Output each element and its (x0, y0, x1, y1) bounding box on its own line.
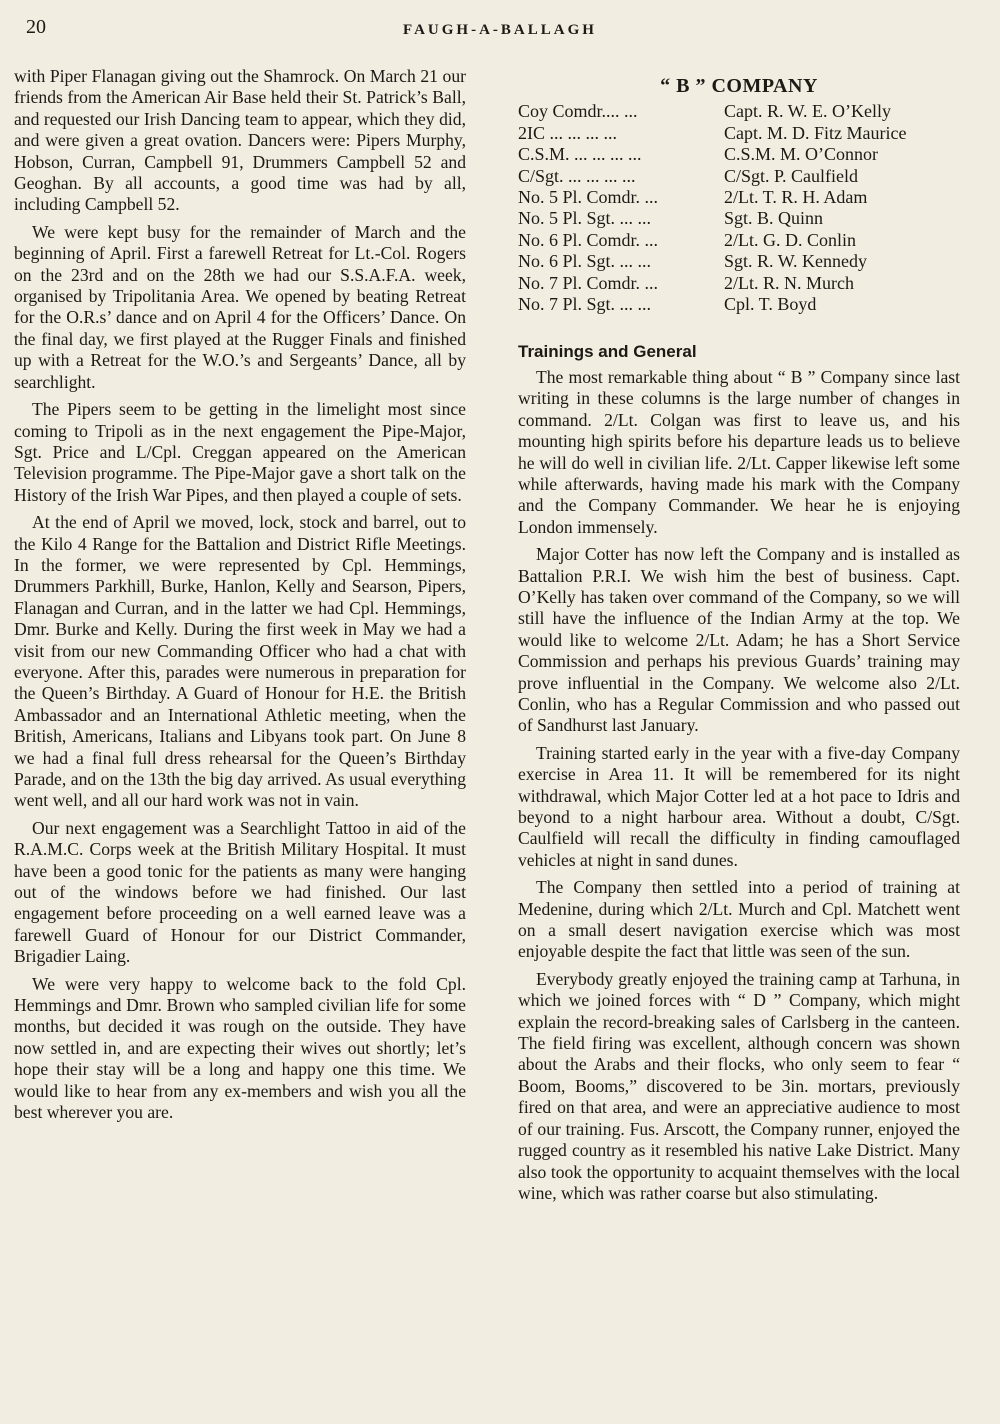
roster-name: Capt. R. W. E. O’Kelly (724, 101, 891, 122)
roster-role: C.S.M. ... ... ... ... (518, 144, 642, 165)
section-title: “ B ” COMPANY (660, 75, 818, 97)
roster-name: Cpl. T. Boyd (724, 294, 817, 315)
paragraph: At the end of April we moved, lock, stock and barrel, out to the Kilo 4 Range for the Battalion and District Rifle Meetings. In the former, we were represented by Cpl. Hemmings, Drummers Parkhill, Burke, Hanlon, Kelly and Searson, Pipers, Flanagan and Curran, and in the latter we had Cpl. Hemmings, Dmr. Burke and Kelly. During the first week in May we had a visit from our new Commanding Officer who had a chat with everyone. After this, parades were numerous in preparation for the Queen’s Birthday. A Guard of Honour for H.E. the British Ambassador and an International Athletic meeting, when the British, Americans, Italians and Libyans took part. On June 8 we had a final full dress rehearsal for the Queen’s Birthday Parade, and on the 13th the big day arrived. As usual everything went well, and all our hard work was not in vain. (14, 512, 466, 811)
roster-name: C/Sgt. P. Caulfield (724, 165, 859, 186)
roster-role: No. 7 Pl. Sgt. ... ... (518, 294, 652, 315)
roster-row (518, 251, 960, 272)
roster-role: No. 5 Pl. Sgt. ... ... (518, 208, 652, 229)
roster-role: No. 5 Pl. Comdr. ... (518, 187, 659, 208)
page-number: 20 (26, 16, 46, 38)
running-title: FAUGH-A-BALLAGH (403, 22, 597, 38)
roster-row (518, 101, 960, 122)
paragraph: The most remarkable thing about “ B ” Company since last writing in these columns is the large number of changes in command. 2/Lt. Colgan was first to leave us, and his mounting high spirits before his departure leads us to believe he will do well in civilian life. 2/Lt. Capper likewise left some while afterwards, having made his mark with the Company and the Company Commander. We hear he is enjoying London immensely. (518, 366, 960, 537)
roster-row (518, 166, 960, 187)
subheading: Trainings and General (518, 342, 697, 362)
page-header (0, 0, 1000, 60)
paragraph: Our next engagement was a Searchlight Tattoo in aid of the R.A.M.C. Corps week at the British Military Hospital. It must have been a good tonic for the patients as many were hanging out of the windows before we had finished. Our last engagement before proceeding on a well earned leave was a farewell Guard of Honour for our District Commander, Brigadier Laing. (14, 817, 466, 967)
roster-role: 2IC ... ... ... ... (518, 122, 617, 143)
roster-role: No. 6 Pl. Comdr. ... (518, 229, 659, 250)
paragraph: The Company then settled into a period of training at Medenine, during which 2/Lt. Murch and Cpl. Matchett went on a small desert navigation exercise which was most enjoyable despite the fact that little was seen of the sun. (518, 877, 960, 962)
roster-role: C/Sgt. ... ... ... ... (518, 165, 636, 186)
company-roster (518, 101, 960, 315)
paragraph: We were very happy to welcome back to the fold Cpl. Hemmings and Dmr. Brown who sampled civilian life for some months, but decided it was rough on the outside. They have now settled in, and are expecting their wives out shortly; let’s hope their stay will be a long and happy one this time. We would like to hear from any ex-members and wish you all the best wherever you are. (14, 973, 466, 1123)
roster-role: No. 7 Pl. Comdr. ... (518, 272, 659, 293)
paragraph: Everybody greatly enjoyed the training camp at Tarhuna, in which we joined forces with “ D ” Company, which might explain the record-breaking sales of Carlsberg in the canteen. The field firing was excellent, although concern was shown about the Arabs and their flocks, who only seem to fear “ Boom, Booms,” discovered to be 3in. mortars, previously fired on that area, and were an appreciative audience to most of our training. Fus. Arscott, the Company runner, enjoyed the rugged country as it resembled his native Lake District. Many also took the opportunity to acquaint themselves with the local wine, which was rather coarse but also stimulating. (518, 968, 960, 1203)
roster-role: No. 6 Pl. Sgt. ... ... (518, 251, 652, 272)
roster-role: Coy Comdr.... ... (518, 101, 638, 122)
roster-row (518, 123, 960, 144)
roster-name: Sgt. B. Quinn (724, 208, 824, 229)
roster-name: Sgt. R. W. Kennedy (724, 251, 868, 272)
roster-row (518, 273, 960, 294)
paragraph: Training started early in the year with a five-day Company exercise in Area 11. It will be remembered for its night withdrawal, which Major Cotter led at a hot pace to Idris and beyond to a night harbour area. Without a doubt, C/Sgt. Caulfield will recall the difficulty in finding camouflaged vehicles at night in sand dunes. (518, 742, 960, 870)
roster-row (518, 294, 960, 315)
roster-row (518, 187, 960, 208)
paragraph: with Piper Flanagan giving out the Shamrock. On March 21 our friends from the American Air Base held their St. Patrick’s Ball, and requested our Irish Dancing team to appear, which they did, and were given a great ovation. Dancers were: Pipers Murphy, Hobson, Curran, Campbell 91, Drummers Campbell 52 and Geoghan. By all accounts, a good time was had by all, including Campbell 52. (14, 66, 466, 215)
roster-row (518, 144, 960, 165)
left-column (14, 66, 466, 1130)
paragraph: The Pipers seem to be getting in the limelight most since coming to Tripoli as in the next engagement the Pipe-Major, Sgt. Price and L/Cpl. Creggan appeared on the American Television programme. The Pipe-Major gave a short talk on the History of the Irish War Pipes, and then played a couple of sets. (14, 399, 466, 505)
paragraph: Major Cotter has now left the Company and is installed as Battalion P.R.I. We wish him the best of business. Capt. O’Kelly has taken over command of the Company, so we will still have the influence of the Indian Army at the top. We would like to welcome 2/Lt. Adam; he has a Short Service Commission and perhaps his previous Guards’ training may prove influential in the Company. We welcome also 2/Lt. Conlin, who has a Regular Commission and who passed out of Sandhurst last January. (518, 544, 960, 736)
roster-row (518, 208, 960, 229)
roster-name: C.S.M. M. O’Connor (724, 144, 879, 165)
roster-name: Capt. M. D. Fitz Maurice (724, 122, 907, 143)
roster-name: 2/Lt. G. D. Conlin (724, 229, 857, 250)
roster-name: 2/Lt. T. R. H. Adam (724, 187, 868, 208)
right-column (518, 66, 960, 1210)
roster-name: 2/Lt. R. N. Murch (724, 272, 854, 293)
roster-row (518, 230, 960, 251)
paragraph: We were kept busy for the remainder of March and the beginning of April. First a farewell Retreat for Lt.-Col. Rogers on the 23rd and on the 28th we had our S.S.A.F.A. week, organised by Tripolitania Area. We opened by beating Retreat for the O.R.s’ dance and on April 4 for the Officers’ Dance. On the final day, we first played at the Rugger Finals and finished up with a Retreat for the W.O.’s and Sergeants’ Dance, all by searchlight. (14, 221, 466, 392)
